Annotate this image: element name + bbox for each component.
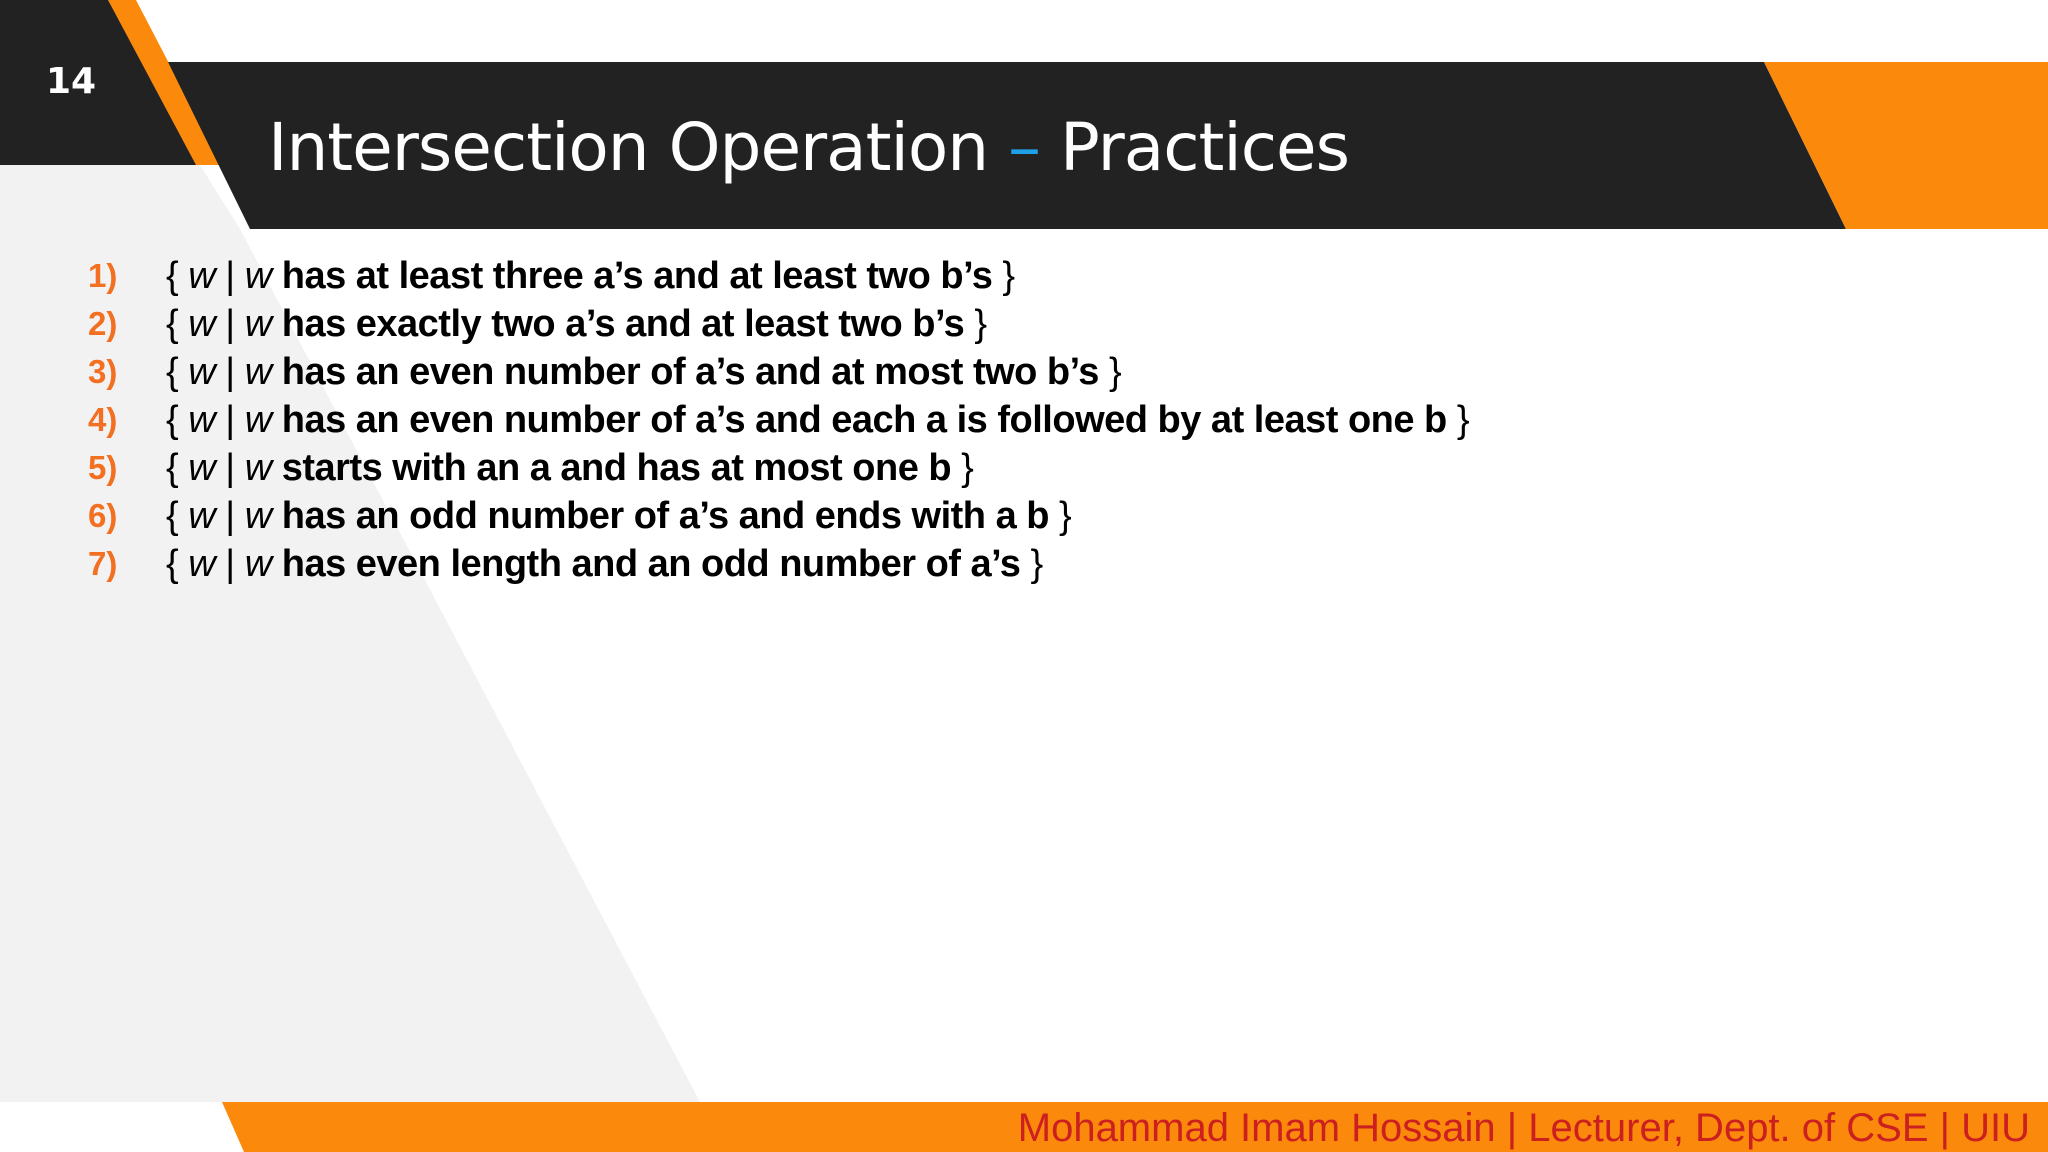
set-close-brace: } <box>974 302 987 345</box>
set-variable: w <box>244 254 272 297</box>
set-variable: w <box>244 350 272 393</box>
item-set-expression <box>166 447 973 490</box>
set-bar: | <box>225 542 235 585</box>
set-condition: has exactly two a’s and at least two b’s <box>281 302 965 345</box>
set-condition: has at least three a’s and at least two b’s <box>281 254 993 297</box>
set-bar: | <box>225 350 235 393</box>
set-variable: w <box>188 302 216 345</box>
title-sub: Practices <box>1060 109 1350 186</box>
title-dash: – <box>1008 109 1041 186</box>
set-condition: has an odd number of a’s and ends with a b <box>281 494 1049 537</box>
set-close-brace: } <box>1456 398 1470 441</box>
set-bar: | <box>225 446 235 489</box>
set-variable: w <box>188 350 216 393</box>
set-condition: starts with an a and has at most one b <box>281 446 952 489</box>
set-bar: | <box>225 398 235 441</box>
set-variable: w <box>244 542 272 585</box>
set-close-brace: } <box>1002 254 1015 297</box>
set-bar: | <box>225 254 235 297</box>
item-set-expression <box>166 351 1121 394</box>
set-condition: has an even number of a’s and at most two b’s <box>281 350 1099 393</box>
set-open-brace: { <box>166 398 179 441</box>
list-item <box>88 252 1469 300</box>
set-close-brace: } <box>1030 542 1043 585</box>
list-item <box>88 348 1469 396</box>
item-set-expression <box>166 303 987 346</box>
item-set-expression <box>166 255 1015 298</box>
item-set-expression <box>166 495 1071 538</box>
item-number: 1) <box>88 257 118 294</box>
list-item <box>88 492 1469 540</box>
list-item <box>88 300 1469 348</box>
item-number: 2) <box>88 305 118 342</box>
set-variable: w <box>244 446 272 489</box>
item-number: 4) <box>88 401 118 438</box>
item-number: 6) <box>88 497 118 534</box>
set-condition: has even length and an odd number of a’s <box>281 542 1021 585</box>
item-number: 5) <box>88 449 118 486</box>
set-variable: w <box>188 446 216 489</box>
set-bar: | <box>225 302 235 345</box>
item-set-expression <box>166 399 1469 442</box>
set-variable: w <box>244 302 272 345</box>
set-open-brace: { <box>166 302 179 345</box>
set-open-brace: { <box>166 350 179 393</box>
slide-title <box>268 104 1349 192</box>
set-variable: w <box>188 542 216 585</box>
set-open-brace: { <box>166 494 179 537</box>
set-open-brace: { <box>166 254 179 297</box>
slide-number: 14 <box>46 61 97 102</box>
item-number: 7) <box>88 545 118 582</box>
list-item <box>88 444 1469 492</box>
set-variable: w <box>188 254 216 297</box>
title-main: Intersection Operation <box>268 109 989 186</box>
item-number: 3) <box>88 353 118 390</box>
list-item <box>88 396 1469 444</box>
footer-credit: Mohammad Imam Hossain | Lecturer, Dept. of CSE | UIU <box>1017 1106 2030 1150</box>
item-set-expression <box>166 543 1043 586</box>
set-variable: w <box>244 494 272 537</box>
set-bar: | <box>225 494 235 537</box>
set-close-brace: } <box>1109 350 1122 393</box>
set-variable: w <box>188 494 216 537</box>
set-condition: has an even number of a’s and each a is followed by at least one b <box>281 398 1447 441</box>
set-variable: w <box>188 398 216 441</box>
set-variable: w <box>244 398 272 441</box>
set-open-brace: { <box>166 542 179 585</box>
practice-list <box>88 252 1469 588</box>
set-close-brace: } <box>1059 494 1072 537</box>
set-close-brace: } <box>961 446 974 489</box>
set-open-brace: { <box>166 446 179 489</box>
list-item <box>88 540 1469 588</box>
